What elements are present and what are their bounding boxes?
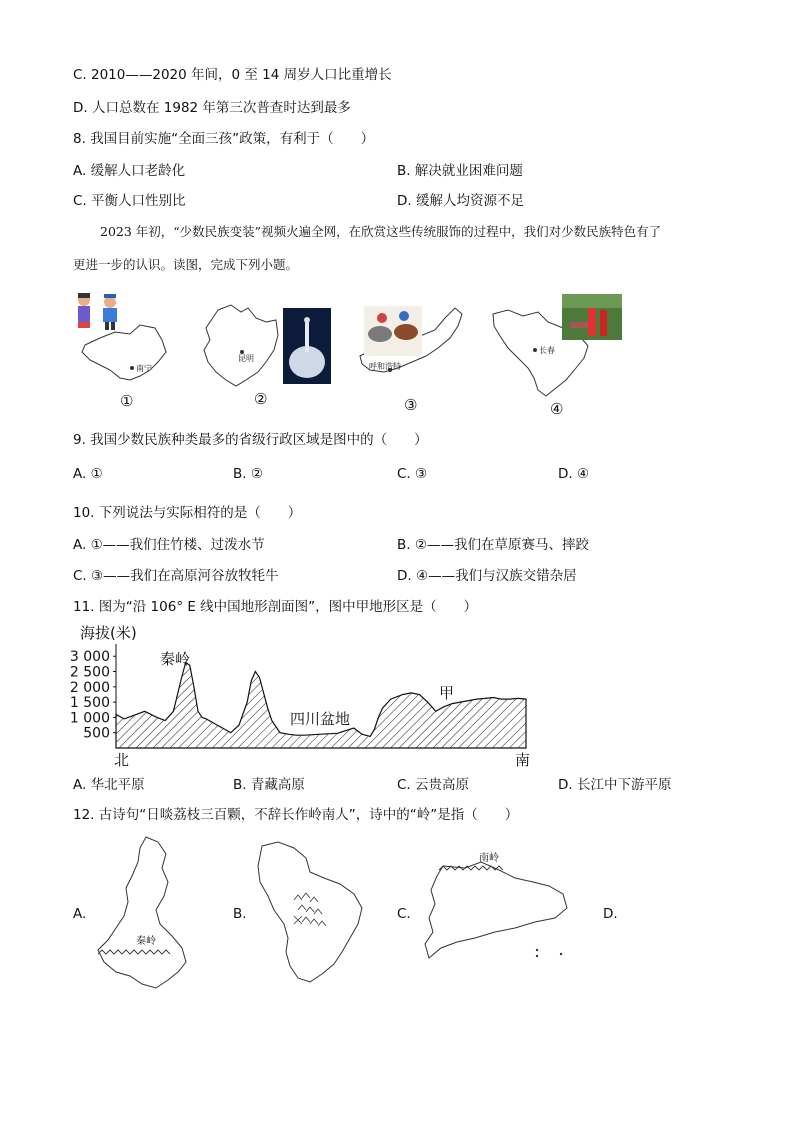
q12-stem: 12. 古诗句“日啖荔枝三百颗，不辞长作岭南人”，诗中的“岭”是指（ ） [73,807,519,823]
q9-option-a[interactable]: A. ① [73,466,103,482]
q10-option-d[interactable]: D. ④——我们与汉族交错杂居 [397,568,577,584]
map-3-city: 呼和浩特 [369,362,401,371]
map-1-number: ① [120,392,134,410]
q9-option-b[interactable]: B. ② [233,466,263,482]
q10-option-a[interactable]: A. ①——我们住竹楼、过泼水节 [73,537,265,553]
q10-stem: 10. 下列说法与实际相符的是（ ） [73,505,302,521]
y-tick-label: 1 000 [69,710,110,727]
map-a-label: 秦岭 [136,936,156,947]
y-tick-label: 2 000 [69,679,110,696]
q11-stem: 11. 图为“沿 106° E 线中国地形剖面图”，图中甲地形区是（ ） [73,599,478,615]
q9-stem: 9. 我国少数民族种类最多的省级行政区域是图中的（ ） [73,432,428,448]
q8-option-b[interactable]: B. 解决就业困难问题 [397,163,523,179]
jilin-outline-map [488,292,628,402]
map-figure-3 [350,296,480,416]
q9-option-d[interactable]: D. ④ [558,466,590,482]
chart-south-label: 南 [515,751,531,769]
guangxi-outline-map [70,290,180,390]
q12-option-a[interactable]: A. [73,906,87,922]
q11-option-c[interactable]: C. 云贵高原 [397,777,470,793]
y-tick-label: 3 000 [69,649,110,666]
costume-photo-icon [562,294,622,340]
map-3-number: ③ [404,396,418,414]
ethnic-figures-icon [78,293,117,330]
q12-option-d[interactable]: D. [603,906,618,922]
passage-line-2: 更进一步的认识。读图，完成下列小题。 [73,257,299,272]
map-figure-4 [488,292,628,420]
map-4-number: ④ [550,400,564,418]
terrain-profile-chart [60,620,540,770]
annotation-sichuan-basin: 四川盆地 [290,710,351,728]
q7-option-c: C. 2010——2020 年间，0 至 14 周岁人口比重增长 [73,67,392,83]
horse-riders-photo-icon [364,306,422,356]
mountain-range-icon [98,950,170,954]
q11-option-b[interactable]: B. 青藏高原 [233,777,305,793]
q8-stem: 8. 我国目前实施“全面三孩”政策，有利于（ ） [73,131,375,147]
q7-option-d: D. 人口总数在 1982 年第三次普查时达到最多 [73,100,351,116]
terrain-profile-area [116,662,526,748]
chart-north-label: 北 [114,751,130,769]
q11-option-a[interactable]: A. 华北平原 [73,777,145,793]
yunnan-outline-map [196,300,336,395]
city-dot-icon [533,348,537,352]
dancer-photo-icon [283,308,331,384]
heilongjiang-outline-map [250,838,370,988]
q8-option-c[interactable]: C. 平衡人口性别比 [73,193,186,209]
map-figure-2 [196,300,336,410]
map-4-city: 长春 [539,346,555,355]
chart-y-axis-label: 海拔(米) [80,624,137,642]
q10-option-b[interactable]: B. ②——我们在草原赛马、摔跤 [397,537,589,553]
y-tick-label: 1 500 [69,695,110,712]
passage-line-1: 2023 年初，“少数民族变装”视频火遍全网，在欣赏这些传统服饰的过程中，我们对少数民族特色有了 [100,224,662,239]
annotation-qinling: 秦岭 [160,650,191,668]
city-dot-icon [130,366,134,370]
map-2-city: 昆明 [238,354,254,363]
inner-mongolia-outline-map [350,296,480,391]
q11-option-d[interactable]: D. 长江中下游平原 [558,777,672,793]
map-1-city: 南宁 [136,364,152,373]
q8-option-d[interactable]: D. 缓解人均资源不足 [397,193,524,209]
q10-option-c[interactable]: C. ③——我们在高原河谷放牧牦牛 [73,568,279,584]
q12-option-c[interactable]: C. [397,906,411,922]
q12-option-b[interactable]: B. [233,906,247,922]
y-tick-label: 2 500 [69,664,110,681]
q8-option-a[interactable]: A. 缓解人口老龄化 [73,163,186,179]
y-tick-label: 500 [83,725,110,742]
map-c-label: 南岭 [479,853,499,864]
guangdong-outline-map [415,848,575,978]
mountain-symbols-icon [294,893,326,926]
shaanxi-outline-map [86,832,196,992]
annotation-jia: 甲 [439,684,455,702]
q9-option-c[interactable]: C. ③ [397,466,428,482]
map-figure-1 [70,290,180,410]
map-2-number: ② [254,390,268,408]
